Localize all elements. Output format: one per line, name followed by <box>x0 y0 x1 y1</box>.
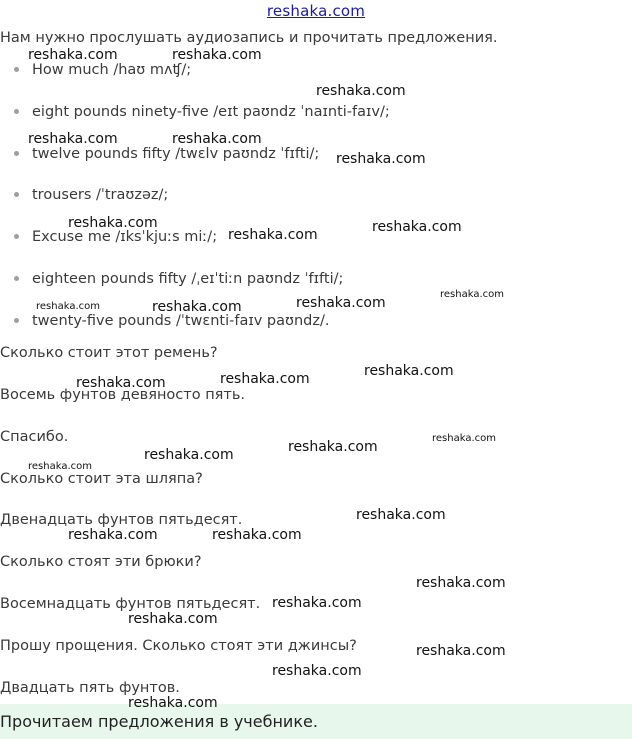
translation-line: Сколько стоят эти брюки? <box>0 554 202 570</box>
bullet-dot-icon <box>14 109 19 114</box>
watermark: reshaka.com <box>416 643 506 659</box>
intro-text: Нам нужно прослушать аудиозапись и прочитать предложения. <box>0 30 498 46</box>
phrase-text: trousers /ˈtraʊzəz/; <box>32 187 169 203</box>
translation-line: Восемь фунтов девяносто пять. <box>0 387 246 403</box>
translation-line: Прошу прощения. Сколько стоят эти джинсы? <box>0 638 357 654</box>
watermark: reshaka.com <box>36 301 100 312</box>
watermark: reshaka.com <box>272 595 362 611</box>
translation-line: Спасибо. <box>0 429 69 445</box>
footer-banner <box>0 704 632 739</box>
watermark: reshaka.com <box>172 47 262 63</box>
watermark: reshaka.com <box>372 219 462 235</box>
watermark: reshaka.com <box>440 289 504 300</box>
watermark: reshaka.com <box>28 131 118 147</box>
footer-text: Прочитаем предложения в учебнике. <box>0 712 318 731</box>
translation-line: Сколько стоит эта шляпа? <box>0 471 203 487</box>
watermark: reshaka.com <box>28 47 118 63</box>
watermark: reshaka.com <box>228 227 318 243</box>
watermark: reshaka.com <box>288 439 378 455</box>
phrase-list-item <box>14 146 319 162</box>
bullet-dot-icon <box>14 192 19 197</box>
watermark: reshaka.com <box>152 299 242 315</box>
watermark: reshaka.com <box>272 663 362 679</box>
phrase-list-item <box>14 104 390 120</box>
watermark: reshaka.com <box>68 215 158 231</box>
watermark: reshaka.com <box>316 83 406 99</box>
phrase-list-item <box>14 313 329 329</box>
phrase-text: eighteen pounds fifty /ˌeɪˈtiːn paʊndz ˈfɪfti/; <box>32 271 344 287</box>
phrase-text: Excuse me /ɪksˈkjuːs miː/; <box>32 229 218 245</box>
watermark: reshaka.com <box>416 575 506 591</box>
translation-line: Двенадцать фунтов пятьдесят. <box>0 512 243 528</box>
watermark: reshaka.com <box>364 363 454 379</box>
watermark: reshaka.com <box>144 447 234 463</box>
phrase-list-item <box>14 187 168 203</box>
watermark: reshaka.com <box>128 695 218 711</box>
watermark: reshaka.com <box>128 611 218 627</box>
bullet-dot-icon <box>14 151 19 156</box>
phrase-list-item <box>14 271 343 287</box>
watermark: reshaka.com <box>28 461 92 472</box>
phrase-list-item <box>14 229 217 245</box>
bullet-dot-icon <box>14 234 19 239</box>
translation-line: Сколько стоит этот ремень? <box>0 345 218 361</box>
watermark: reshaka.com <box>356 507 446 523</box>
site-header-link[interactable]: reshaka.com <box>266 2 366 20</box>
watermark: reshaka.com <box>68 527 158 543</box>
translation-line: Двадцать пять фунтов. <box>0 680 180 696</box>
phrase-list-item <box>14 62 191 78</box>
bullet-dot-icon <box>14 318 19 323</box>
bullet-dot-icon <box>14 67 19 72</box>
bullet-dot-icon <box>14 276 19 281</box>
watermark: reshaka.com <box>212 527 302 543</box>
watermark: reshaka.com <box>336 151 426 167</box>
watermark: reshaka.com <box>220 371 310 387</box>
watermark: reshaka.com <box>432 433 496 444</box>
phrase-text: eight pounds ninety-five /eɪt paʊndz ˈnaɪnti-faɪv/; <box>32 104 390 120</box>
translation-line: Восемнадцать фунтов пятьдесят. <box>0 596 261 612</box>
phrase-text: twelve pounds fifty /twɛlv paʊndz ˈfɪfti/; <box>32 146 320 162</box>
phrase-text: twenty-five pounds /ˈtwɛnti-faɪv paʊndz/. <box>32 313 330 329</box>
watermark: reshaka.com <box>172 131 262 147</box>
phrase-text: How much /haʊ mʌʧ/; <box>32 62 192 78</box>
watermark: reshaka.com <box>296 295 386 311</box>
watermark: reshaka.com <box>76 375 166 391</box>
